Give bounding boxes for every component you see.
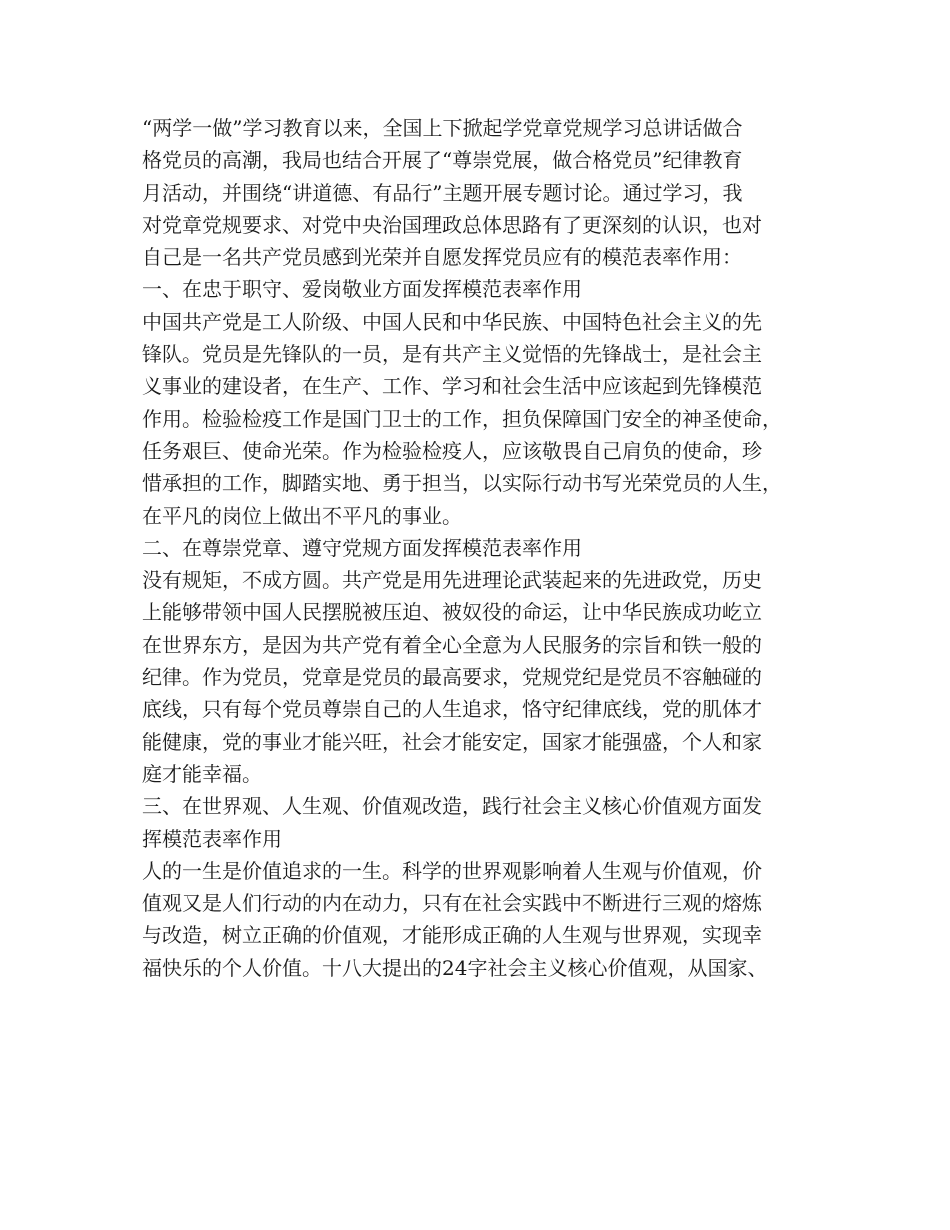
body-line: 任务艰巨、使命光荣。作为检验检疫人，应该敬畏自己肩负的使命，珍 [142,438,762,463]
body-line: 格党员的高潮，我局也结合开展了“尊崇党展，做合格党员”纪律教育 [142,148,743,173]
document-body [142,112,832,984]
body-line: 值观又是人们行动的内在动力，只有在社会实践中不断进行三观的熔炼 [142,891,762,916]
body-line: 作用。检验检疫工作是国门卫士的工作，担负保障国门安全的神圣使命， [142,406,782,431]
section-heading-2: 二、在尊崇党章、遵守党规方面发挥模范表率作用 [142,535,582,560]
body-line: 自己是一名共产党员感到光荣并自愿发挥党员应有的模范表率作用： [142,245,742,270]
body-line: 上能够带领中国人民摆脱被压迫、被奴役的命运，让中华民族成功屹立 [142,600,762,625]
body-line: 能健康，党的事业才能兴旺，社会才能安定，国家才能强盛，个人和家 [142,729,762,754]
body-line: 福快乐的个人价值。十八大提出的24字社会主义核心价值观，从国家、 [142,955,768,980]
body-line: “两学一做”学习教育以来，全国上下掀起学党章党规学习总讲话做合 [142,116,743,140]
body-line: 人的一生是价值追求的一生。科学的世界观影响着人生观与价值观，价 [142,858,762,883]
section-heading-1: 一、在忠于职守、爱岗敬业方面发挥模范表率作用 [142,277,582,302]
section-heading-3-continued: 挥模范表率作用 [142,826,282,851]
body-line: 月活动，并围绕“讲道德、有品行”主题开展专题讨论。通过学习，我 [142,180,743,205]
body-line: 庭才能幸福。 [142,761,262,786]
body-line: 与改造，树立正确的价值观，才能形成正确的人生观与世界观，实现幸 [142,923,762,948]
body-line: 没有规矩，不成方圆。共产党是用先进理论武装起来的先进政党，历史 [142,568,762,593]
body-line: 锋队。党员是先锋队的一员，是有共产主义觉悟的先锋战士，是社会主 [142,342,762,367]
body-line: 中国共产党是工人阶级、中国人民和中华民族、中国特色社会主义的先 [142,309,762,334]
body-line: 在平凡的岗位上做出不平凡的事业。 [142,503,462,528]
body-line: 底线，只有每个党员尊崇自己的人生追求，恪守纪律底线，党的肌体才 [142,697,762,722]
body-line: 对党章党规要求、对党中央治国理政总体思路有了更深刻的认识，也对 [142,212,762,237]
body-line: 惜承担的工作，脚踏实地、勇于担当，以实际行动书写光荣党员的人生， [142,471,782,496]
section-heading-3: 三、在世界观、人生观、价值观改造，践行社会主义核心价值观方面发 [142,794,762,819]
body-line: 在世界东方，是因为共产党有着全心全意为人民服务的宗旨和铁一般的 [142,632,762,657]
body-line: 纪律。作为党员，党章是党员的最高要求，党规党纪是党员不容触碰的 [142,665,762,690]
body-line: 义事业的建设者，在生产、工作、学习和社会生活中应该起到先锋模范 [142,374,762,399]
